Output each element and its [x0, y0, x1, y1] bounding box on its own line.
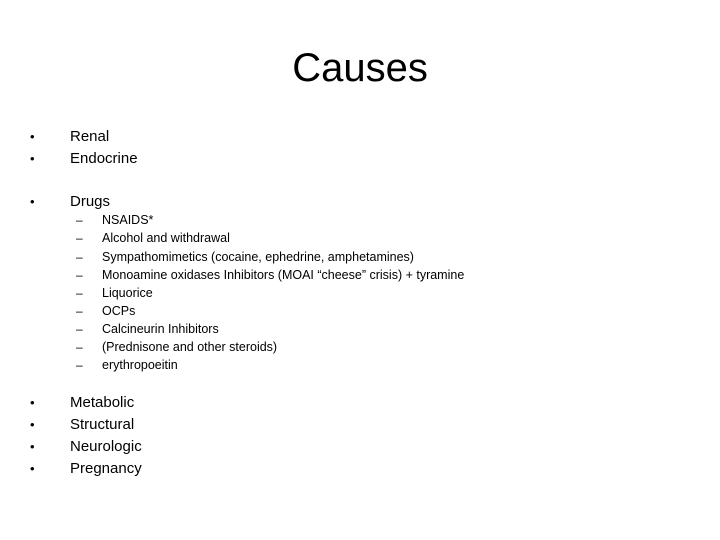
- dash-icon: –: [76, 250, 83, 264]
- list-item-pregnancy: Pregnancy: [70, 460, 142, 477]
- list-item-neurologic: Neurologic: [70, 438, 142, 455]
- bullet-icon: •: [30, 395, 35, 410]
- dash-icon: –: [76, 231, 83, 245]
- drug-subitem: OCPs: [102, 304, 136, 318]
- list-item-renal: Renal: [70, 128, 110, 145]
- drug-subitem: Sympathomimetics (cocaine, ephedrine, amphetamines): [102, 250, 414, 264]
- drug-subitem: NSAIDS*: [102, 213, 154, 227]
- bullet-icon: •: [30, 129, 35, 144]
- slide-title: Causes: [292, 46, 428, 90]
- dash-icon: –: [76, 213, 83, 227]
- list-item-metabolic: Metabolic: [70, 394, 135, 411]
- drug-subitem: Liquorice: [102, 286, 153, 300]
- dash-icon: –: [76, 322, 83, 336]
- dash-icon: –: [76, 286, 83, 300]
- drug-subitem: Monoamine oxidases Inhibitors (MOAI “cheese” crisis) + tyramine: [102, 268, 465, 282]
- list-item-endocrine: Endocrine: [70, 150, 138, 167]
- bullet-icon: •: [30, 439, 35, 454]
- drug-subitem: (Prednisone and other steroids): [102, 340, 278, 354]
- dash-icon: –: [76, 358, 83, 372]
- dash-icon: –: [76, 268, 83, 282]
- list-item-structural: Structural: [70, 416, 135, 433]
- drug-subitem: erythropoeitin: [102, 358, 178, 372]
- bullet-icon: •: [30, 194, 35, 209]
- bullet-icon: •: [30, 151, 35, 166]
- drug-subitem: Alcohol and withdrawal: [102, 231, 230, 245]
- dash-icon: –: [76, 304, 83, 318]
- list-item-drugs: Drugs: [70, 193, 111, 210]
- bullet-icon: •: [30, 417, 35, 432]
- bullet-icon: •: [30, 461, 35, 476]
- dash-icon: –: [76, 340, 83, 354]
- drug-subitem: Calcineurin Inhibitors: [102, 322, 219, 336]
